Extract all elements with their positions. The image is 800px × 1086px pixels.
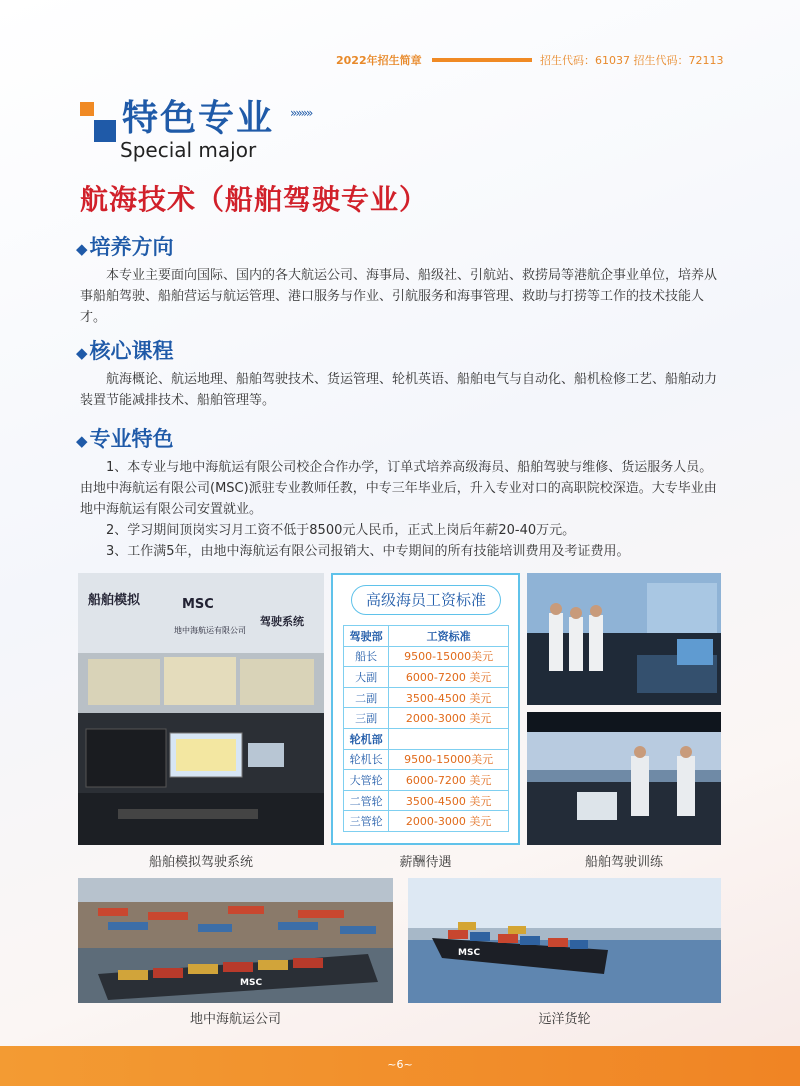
sim-sign-right: 驾驶系统 xyxy=(260,615,304,628)
salary-row xyxy=(344,687,509,708)
salary-col-header: 工资标准 xyxy=(389,626,509,647)
section-subtitle: Special major xyxy=(120,138,257,162)
bridge-crew-photo xyxy=(527,573,721,705)
salary-rank: 三管轮 xyxy=(344,811,389,832)
salary-rank: 二副 xyxy=(344,687,389,708)
salary-rank: 二管轮 xyxy=(344,790,389,811)
caption-ship: 远洋货轮 xyxy=(538,1012,591,1027)
courses-paragraph: 航海概论、航运地理、船舶驾驶技术、货运管理、轮机英语、船舶电气与自动化、船机检修工艺、船舶动力装置节能减排技术、船舶管理等。 xyxy=(80,372,718,408)
salary-dept: 轮机部 xyxy=(344,728,389,749)
salary-rank: 三副 xyxy=(344,708,389,729)
salary-pay: 3500-4500 美元 xyxy=(389,687,509,708)
salary-rank: 大管轮 xyxy=(344,770,389,791)
salary-pay: 6000-7200 美元 xyxy=(389,770,509,791)
salary-table xyxy=(343,625,509,832)
salary-pay: 9500-15000美元 xyxy=(389,749,509,770)
major-title: 航海技术（船舶驾驶专业） xyxy=(80,183,429,216)
salary-row xyxy=(344,667,509,688)
salary-rank: 轮机长 xyxy=(344,749,389,770)
caption-salary: 薪酬待遇 xyxy=(399,855,452,870)
caption-training: 船舶驾驶训练 xyxy=(584,855,663,870)
salary-pay: 6000-7200 美元 xyxy=(389,667,509,688)
salary-col-header xyxy=(389,728,509,749)
features-paragraphs: 1、本专业与地中海航运有限公司校企合作办学，订单式培养高级海员、船舶驾驶与维修、货运服务人员。由地中海航运有限公司(MSC)派驻专业教师任教，中专三年毕业后，升入专业对口的高职院校深造。大专毕业由地中海航运有限公司安置就业。 2、学习期间顶岗实习月工资不低于8500元人民币，正式上岗后年薪20-40万元。 3、工作满5年，由地中海航运有限公司报销大、中专期间的所有技能培训费用及考证费用。 xyxy=(80,460,717,559)
salary-table-card xyxy=(331,573,520,845)
title-decor-blue-square xyxy=(94,120,116,142)
sim-sign-left: 船舶模拟 xyxy=(88,593,141,608)
title-decor-orange-square xyxy=(80,102,94,116)
salary-pay: 9500-15000美元 xyxy=(389,646,509,667)
training-heading: ◆培养方向 xyxy=(76,235,174,259)
diamond-icon: ◆ xyxy=(76,344,88,362)
training-paragraph: 本专业主要面向国际、国内的各大航运公司、海事局、船级社、引航站、救捞局等港航企事业单位，培养从事船舶驾驶、船舶营运与航运管理、港口服务与作业、引航服务和海事管理、救助与打捞等工作的技术技能人才。 xyxy=(80,268,718,325)
diamond-icon: ◆ xyxy=(76,240,88,258)
chevron-pattern-icon: »»»» xyxy=(290,106,312,120)
ship-hull-text: MSC xyxy=(458,948,481,958)
salary-pay: 2000-3000 美元 xyxy=(389,811,509,832)
page-number: ~6~ xyxy=(387,1058,413,1071)
salary-row xyxy=(344,708,509,729)
salary-row xyxy=(344,749,509,770)
cargo-ship-photo xyxy=(408,878,721,1003)
salary-row xyxy=(344,646,509,667)
salary-row xyxy=(344,770,509,791)
caption-simulator: 船舶模拟驾驶系统 xyxy=(148,855,253,870)
salary-section-header xyxy=(344,728,509,749)
port-photo xyxy=(78,878,393,1003)
salary-pay: 3500-4500 美元 xyxy=(389,790,509,811)
salary-row xyxy=(344,790,509,811)
caption-port: 地中海航运公司 xyxy=(189,1012,281,1027)
salary-section-header xyxy=(344,626,509,647)
features-heading: ◆专业特色 xyxy=(76,427,174,451)
port-hull-text: MSC xyxy=(240,978,263,988)
section-title: 特色专业 xyxy=(122,98,275,139)
sim-company: 地中海航运有限公司 xyxy=(174,626,246,635)
salary-row xyxy=(344,811,509,832)
brochure-label: 2022年招生简章 xyxy=(336,54,422,67)
courses-heading: ◆核心课程 xyxy=(76,339,174,363)
msc-logo: MSC xyxy=(182,597,214,612)
simulator-photo xyxy=(78,573,324,845)
salary-rank: 大副 xyxy=(344,667,389,688)
enrollment-codes: 招生代码：61037 招生代码：72113 xyxy=(540,54,724,67)
salary-pay: 2000-3000 美元 xyxy=(389,708,509,729)
bridge-console-photo xyxy=(527,712,721,845)
salary-dept: 驾驶部 xyxy=(344,626,389,647)
diamond-icon: ◆ xyxy=(76,432,88,450)
salary-rank: 船长 xyxy=(344,646,389,667)
header-divider xyxy=(432,58,532,62)
salary-title: 高级海员工资标准 xyxy=(351,585,501,615)
